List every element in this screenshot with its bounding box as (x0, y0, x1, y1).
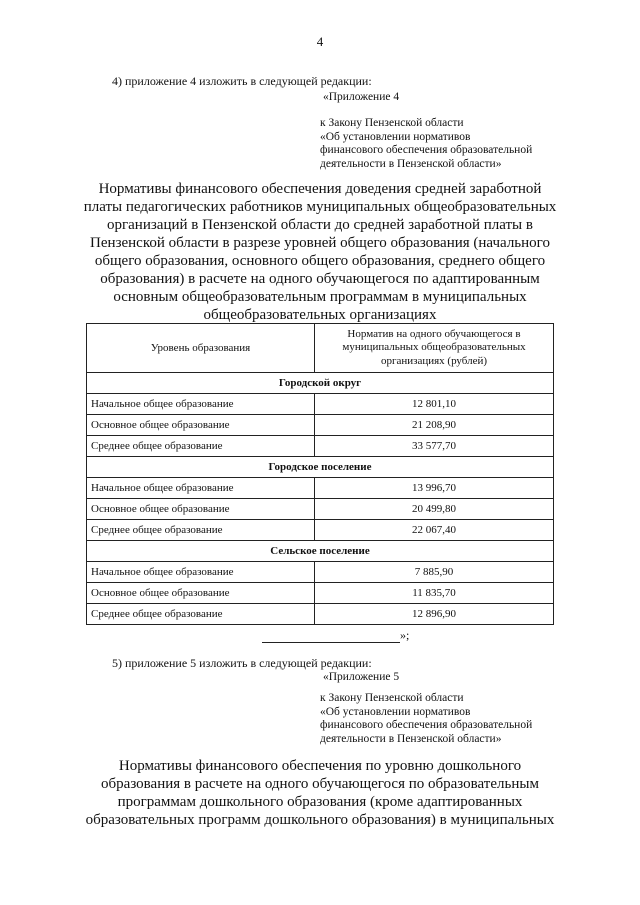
item5-annex-reference (320, 692, 532, 746)
heading-line: организаций в Пензенской области до средней заработной платы в (107, 217, 533, 233)
column-header-level: Уровень образования (87, 324, 315, 373)
header-line: организациях (рублей) (380, 354, 488, 367)
value-cell: 21 208,90 (315, 415, 554, 436)
value-cell: 12 801,10 (315, 394, 554, 415)
heading-line: образования в расчете на одного обучающегося по образовательным (101, 776, 539, 792)
table-row (87, 436, 554, 457)
annex-ref-line: к Закону Пензенской области (320, 692, 464, 704)
level-cell: Среднее общее образование (87, 436, 315, 457)
table-row (87, 499, 554, 520)
group-header-row (87, 373, 554, 394)
annex-ref-line: к Закону Пензенской области (320, 117, 464, 129)
heading-line: Нормативы финансового обеспечения по уровню дошкольного (118, 758, 522, 774)
value-cell: 11 835,70 (315, 583, 554, 604)
heading-line: образования) в расчете на одного обучающегося по адаптированным (100, 271, 540, 287)
value-cell: 13 996,70 (315, 478, 554, 499)
closing-line (262, 628, 409, 643)
heading-line: общего образования, основного общего образования, среднего общего (94, 253, 546, 269)
value-cell: 12 896,90 (315, 604, 554, 625)
level-cell: Основное общее образование (87, 499, 315, 520)
annex-ref-line: деятельности в Пензенской области» (320, 732, 502, 745)
heading-line: основным общеобразовательным программам в муниципальных (113, 289, 527, 305)
group-title: Городской округ (87, 373, 554, 394)
heading-line: программам дошкольного образования (кроме адаптированных (117, 794, 523, 810)
table-row (87, 478, 554, 499)
group-header-row (87, 457, 554, 478)
annex-ref-line: финансового обеспечения образовательной (320, 719, 533, 732)
heading-line: Пензенской области в разрезе уровней общего образования (начального (90, 235, 550, 251)
group-header-row (87, 541, 554, 562)
level-cell: Среднее общее образование (87, 520, 315, 541)
table-row (87, 583, 554, 604)
value-cell: 22 067,40 (315, 520, 554, 541)
level-cell: Начальное общее образование (87, 562, 315, 583)
level-cell: Основное общее образование (87, 583, 315, 604)
item4-annex-title: «Приложение 4 (323, 91, 400, 103)
header-line: муниципальных общеобразовательных (342, 341, 526, 354)
table-row (87, 520, 554, 541)
annex-ref-line: «Об установлении нормативов (320, 705, 471, 718)
signature-rule (262, 631, 400, 643)
value-cell: 7 885,90 (315, 562, 554, 583)
value-cell: 33 577,70 (315, 436, 554, 457)
annex-ref-line: деятельности в Пензенской области» (320, 157, 502, 170)
heading-line: образовательных программ дошкольного образования) в муниципальных (85, 812, 555, 828)
group-title: Городское поселение (87, 457, 554, 478)
page-number: 4 (316, 34, 324, 49)
column-header-norm (315, 324, 554, 373)
table-header-row (87, 324, 554, 373)
level-cell: Начальное общее образование (87, 478, 315, 499)
level-cell: Начальное общее образование (87, 394, 315, 415)
norms-table (86, 323, 554, 625)
table-row (87, 415, 554, 436)
item5-heading (60, 757, 580, 829)
value-cell: 20 499,80 (315, 499, 554, 520)
item4-annex-reference (320, 117, 532, 171)
heading-line: Нормативы финансового обеспечения доведения средней заработной (98, 181, 542, 197)
level-cell: Основное общее образование (87, 415, 315, 436)
table-row (87, 562, 554, 583)
table-row (87, 394, 554, 415)
item5-annex-title: «Приложение 5 (323, 671, 400, 683)
item5-instruction: 5) приложение 5 изложить в следующей редакции: (112, 656, 372, 670)
group-title: Сельское поселение (87, 541, 554, 562)
heading-line: платы педагогических работников муниципальных общеобразовательных (83, 199, 557, 215)
annex-ref-line: финансового обеспечения образовательной (320, 144, 533, 157)
level-cell: Среднее общее образование (87, 604, 315, 625)
table-row (87, 604, 554, 625)
header-line: Норматив на одного обучающегося в (347, 327, 521, 340)
item4-heading (60, 180, 580, 324)
item4-instruction: 4) приложение 4 изложить в следующей редакции: (112, 74, 372, 88)
heading-line: общеобразовательных организациях (203, 307, 437, 323)
closing-quote: »; (400, 628, 410, 642)
annex-ref-line: «Об установлении нормативов (320, 130, 471, 143)
